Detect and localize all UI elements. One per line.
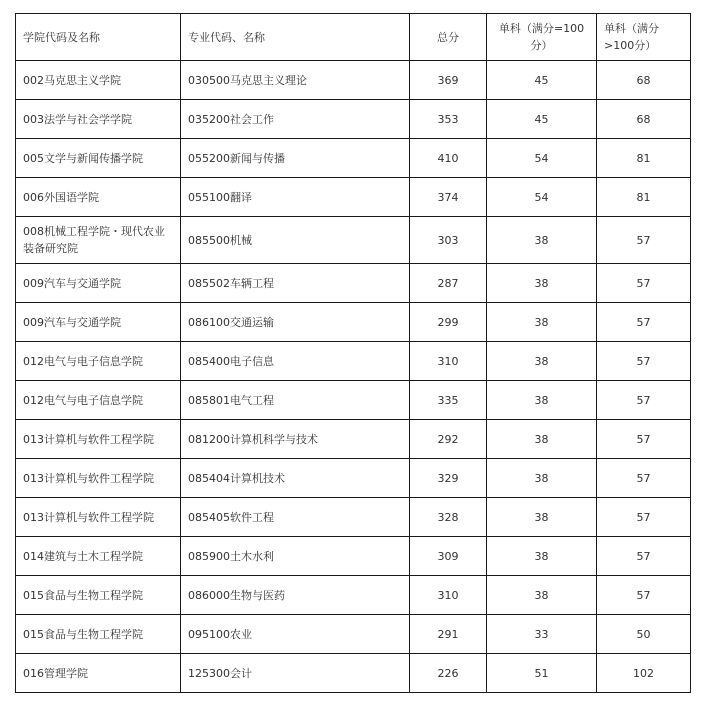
cell-single-over-100: 57 — [597, 459, 691, 498]
table-row — [16, 420, 691, 459]
cell-total-score: 369 — [410, 61, 487, 100]
cell-single-over-100: 68 — [597, 61, 691, 100]
cell-college: 013计算机与软件工程学院 — [16, 420, 181, 459]
table-row — [16, 342, 691, 381]
cell-single-over-100: 81 — [597, 178, 691, 217]
cell-total-score: 310 — [410, 576, 487, 615]
cell-college: 013计算机与软件工程学院 — [16, 498, 181, 537]
cell-single-over-100: 81 — [597, 139, 691, 178]
header-college: 学院代码及名称 — [16, 14, 181, 61]
table-body — [16, 61, 691, 693]
table-row — [16, 615, 691, 654]
cell-single-100: 38 — [487, 420, 597, 459]
header-single-over-100: 单科（满分>100分） — [597, 14, 691, 61]
cell-college: 009汽车与交通学院 — [16, 264, 181, 303]
cell-major: 055200新闻与传播 — [181, 139, 410, 178]
cell-single-100: 38 — [487, 264, 597, 303]
cell-single-100: 38 — [487, 303, 597, 342]
table-row — [16, 264, 691, 303]
score-table — [15, 13, 691, 693]
table-row — [16, 61, 691, 100]
cell-single-over-100: 68 — [597, 100, 691, 139]
cell-college: 005文学与新闻传播学院 — [16, 139, 181, 178]
cell-single-100: 38 — [487, 342, 597, 381]
cell-single-100: 38 — [487, 498, 597, 537]
cell-major: 081200计算机科学与技术 — [181, 420, 410, 459]
cell-college: 012电气与电子信息学院 — [16, 342, 181, 381]
cell-single-100: 38 — [487, 459, 597, 498]
table-row — [16, 100, 691, 139]
cell-major: 085801电气工程 — [181, 381, 410, 420]
cell-single-over-100: 57 — [597, 217, 691, 264]
cell-major: 125300会计 — [181, 654, 410, 693]
table-row — [16, 498, 691, 537]
cell-major: 055100翻译 — [181, 178, 410, 217]
cell-total-score: 309 — [410, 537, 487, 576]
cell-major: 086100交通运输 — [181, 303, 410, 342]
cell-single-100: 38 — [487, 381, 597, 420]
cell-single-over-100: 57 — [597, 264, 691, 303]
cell-total-score: 291 — [410, 615, 487, 654]
cell-single-over-100: 57 — [597, 498, 691, 537]
cell-single-over-100: 50 — [597, 615, 691, 654]
cell-single-over-100: 102 — [597, 654, 691, 693]
cell-major: 095100农业 — [181, 615, 410, 654]
cell-single-100: 45 — [487, 100, 597, 139]
cell-college: 015食品与生物工程学院 — [16, 576, 181, 615]
header-total-score: 总分 — [410, 14, 487, 61]
cell-major: 035200社会工作 — [181, 100, 410, 139]
cell-major: 085400电子信息 — [181, 342, 410, 381]
cell-major: 030500马克思主义理论 — [181, 61, 410, 100]
cell-total-score: 374 — [410, 178, 487, 217]
cell-college: 014建筑与土木工程学院 — [16, 537, 181, 576]
header-row — [16, 14, 691, 61]
cell-college: 003法学与社会学学院 — [16, 100, 181, 139]
cell-total-score: 287 — [410, 264, 487, 303]
header-major: 专业代码、名称 — [181, 14, 410, 61]
table-row — [16, 303, 691, 342]
cell-single-100: 38 — [487, 217, 597, 264]
cell-single-100: 38 — [487, 537, 597, 576]
cell-single-100: 33 — [487, 615, 597, 654]
cell-total-score: 335 — [410, 381, 487, 420]
table-row — [16, 217, 691, 264]
cell-total-score: 328 — [410, 498, 487, 537]
table-row — [16, 178, 691, 217]
cell-college: 006外国语学院 — [16, 178, 181, 217]
cell-total-score: 353 — [410, 100, 487, 139]
cell-total-score: 410 — [410, 139, 487, 178]
cell-major: 085502车辆工程 — [181, 264, 410, 303]
cell-single-100: 51 — [487, 654, 597, 693]
cell-single-100: 54 — [487, 139, 597, 178]
cell-college: 013计算机与软件工程学院 — [16, 459, 181, 498]
cell-single-over-100: 57 — [597, 303, 691, 342]
cell-college: 002马克思主义学院 — [16, 61, 181, 100]
cell-major: 085500机械 — [181, 217, 410, 264]
table-header — [16, 14, 691, 61]
table-row — [16, 537, 691, 576]
cell-total-score: 303 — [410, 217, 487, 264]
cell-major: 085404计算机技术 — [181, 459, 410, 498]
header-single-100: 单科（满分=100分） — [487, 14, 597, 61]
table-row — [16, 654, 691, 693]
cell-total-score: 226 — [410, 654, 487, 693]
cell-total-score: 310 — [410, 342, 487, 381]
table-row — [16, 459, 691, 498]
cell-single-over-100: 57 — [597, 576, 691, 615]
cell-college: 012电气与电子信息学院 — [16, 381, 181, 420]
cell-single-100: 38 — [487, 576, 597, 615]
cell-major: 085900土木水利 — [181, 537, 410, 576]
table-row — [16, 139, 691, 178]
cell-single-over-100: 57 — [597, 537, 691, 576]
table-row — [16, 576, 691, 615]
cell-single-over-100: 57 — [597, 342, 691, 381]
cell-single-over-100: 57 — [597, 420, 691, 459]
cell-college: 009汽车与交通学院 — [16, 303, 181, 342]
cell-college: 016管理学院 — [16, 654, 181, 693]
cell-major: 086000生物与医药 — [181, 576, 410, 615]
cell-college: 015食品与生物工程学院 — [16, 615, 181, 654]
cell-single-100: 54 — [487, 178, 597, 217]
cell-total-score: 329 — [410, 459, 487, 498]
cell-total-score: 299 — [410, 303, 487, 342]
cell-college: 008机械工程学院・现代农业装备研究院 — [16, 217, 181, 264]
cell-major: 085405软件工程 — [181, 498, 410, 537]
cell-single-over-100: 57 — [597, 381, 691, 420]
cell-total-score: 292 — [410, 420, 487, 459]
table-row — [16, 381, 691, 420]
cell-single-100: 45 — [487, 61, 597, 100]
